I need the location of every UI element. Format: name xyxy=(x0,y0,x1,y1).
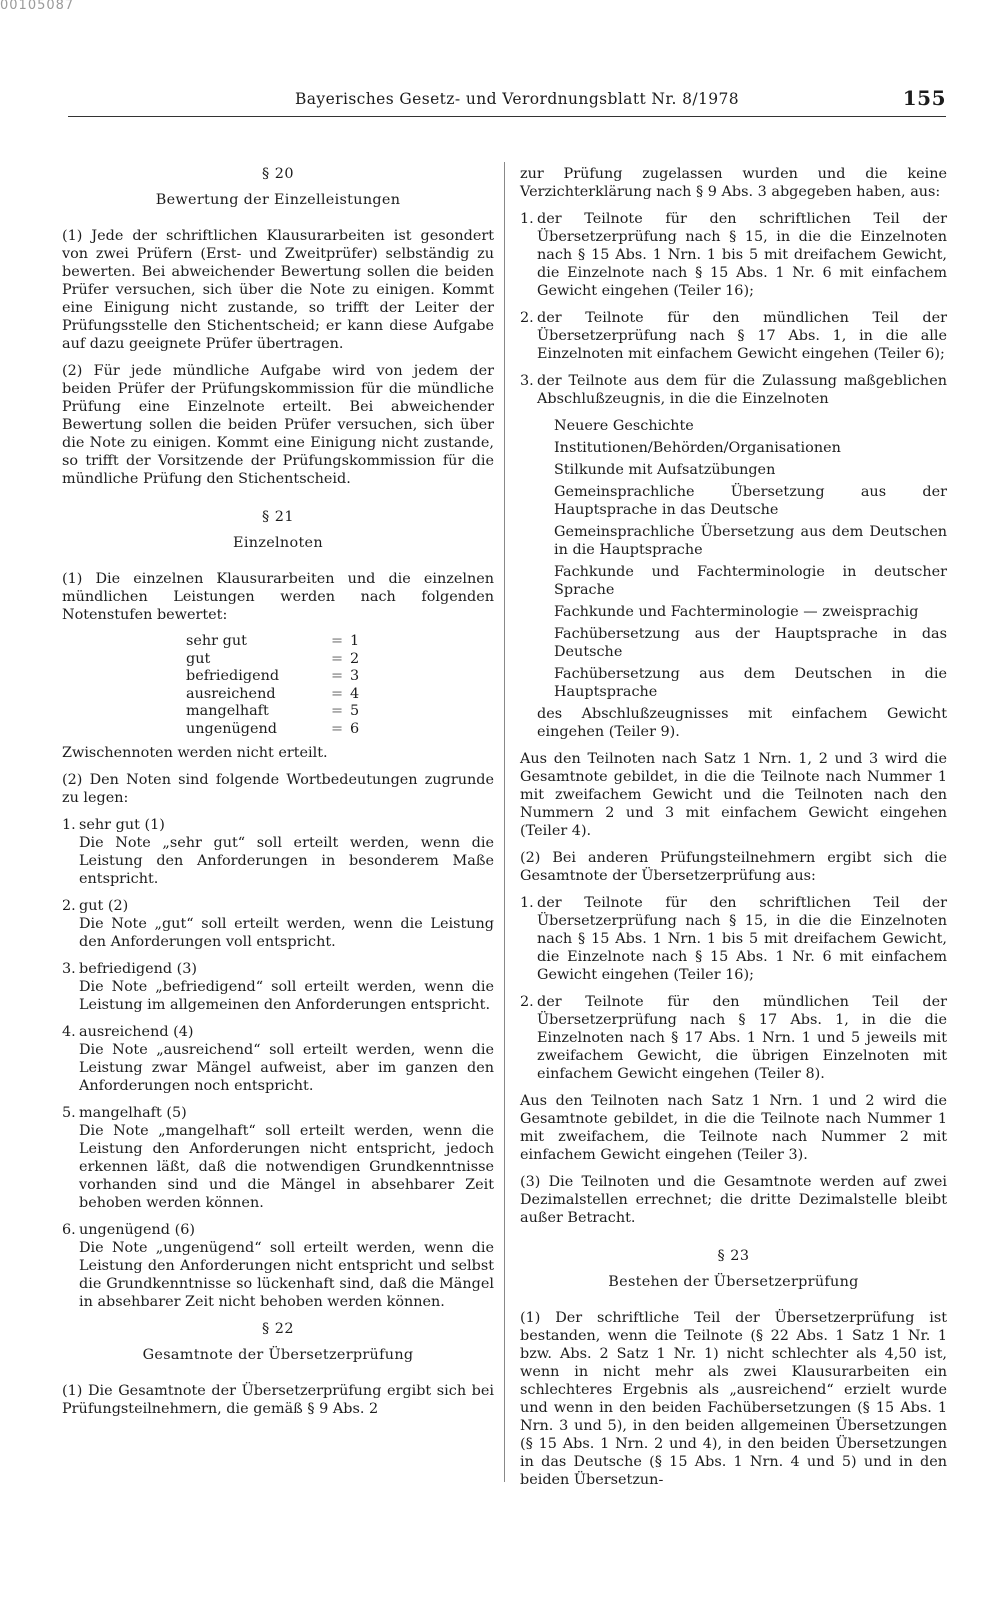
list-item-text: Die Note „befriedigend“ soll erteilt werden, wenn die Leistung im allgemeinen den Anforderungen entspricht. xyxy=(79,979,494,1013)
grade-scale-table xyxy=(186,633,359,738)
list-item xyxy=(520,210,947,300)
s23-paragraph-1: (1) Der schriftliche Teil der Übersetzerprüfung ist bestanden, wenn die Teilnote (§ 22 Abs. 1 Satz 1 Nr. 1 bzw. Abs. 2 Satz 1 Nr. 1) nicht schlechter als 4,50 ist, wenn in nicht mehr als zwei Klausurarbeiten ein schlechteres Ergebnis als „ausreichend“ erzielt wurde und wenn in den beiden Fachübersetzungen (§ 15 Abs. 1 Nrn. 3 und 5), in den beiden allgemeinen Übersetzungen (§ 15 Abs. 1 Nrn. 2 und 4), in den beiden Übersetzungen in das Deutsche (§ 15 Abs. 1 Nrn. 4 und 5) und in den beiden Übersetzun- xyxy=(520,1310,947,1488)
list-number: 2. xyxy=(520,310,534,326)
list-number: 4. xyxy=(62,1024,76,1040)
s21-interim-grades-note: Zwischennoten werden nicht erteilt. xyxy=(62,745,328,761)
subject-item: Institutionen/Behörden/Organisationen xyxy=(554,440,841,456)
subject-item: Fachübersetzung aus dem Deutschen in die Hauptsprache xyxy=(554,666,947,700)
archive-stamp: 00105087 xyxy=(0,0,75,9)
s22-paragraph-1-continued: zur Prüfung zugelassen wurden und die keine Verzichterklärung nach § 9 Abs. 3 abgegeben haben, aus: xyxy=(520,166,947,200)
list-number: 3. xyxy=(520,373,534,389)
s22-list-2 xyxy=(520,894,947,1083)
list-item-heading: ungenügend (6) xyxy=(79,1222,195,1238)
grade-value: 4 xyxy=(350,685,360,702)
list-item xyxy=(62,1104,494,1212)
grade-row xyxy=(186,703,359,721)
subject-item: Fachübersetzung aus der Hauptsprache in das Deutsche xyxy=(554,626,947,660)
list-item-text: Die Note „ausreichend“ soll erteilt werden, wenn die Leistung zwar Mängel aufweist, aber im ganzen den Anforderungen noch entspricht. xyxy=(79,1042,494,1094)
s22-list-1 xyxy=(520,210,947,408)
s22-paragraph-3: (3) Die Teilnoten und die Gesamtnote werden auf zwei Dezimalstellen errechnet; die dritte Dezimalstelle bleibt außer Betracht. xyxy=(520,1174,947,1226)
subject-list xyxy=(537,417,947,701)
gazette-title: Bayerisches Gesetz- und Verordnungsblatt Nr. 8/1978 xyxy=(295,90,740,108)
grade-word: sehr gut xyxy=(186,633,247,649)
list-number: 1. xyxy=(520,895,534,911)
s22-paragraph-1-start: (1) Die Gesamtnote der Übersetzerprüfung ergibt sich bei Prüfungsteilnehmern, die gemäß § 9 Abs. 2 xyxy=(62,1383,494,1417)
grade-row xyxy=(186,651,359,669)
list-item xyxy=(520,993,947,1083)
s20-paragraph-2: (2) Für jede mündliche Aufgabe wird von jedem der beiden Prüfer der Prüfungskommission für die mündliche Prüfung eine Einzelnote erteilt. Bei abweichender Bewertung sollen die beiden Prüfer versuchen, sich über die Note zu einigen. Kommt eine Einigung nicht zustande, so trifft der Vorsitzende der Prüfungskommission für die mündliche Prüfung den Stichentscheid. xyxy=(62,363,494,487)
list-item xyxy=(520,309,947,363)
equals-sign: = xyxy=(330,720,344,737)
list-item-text: der Teilnote für den mündlichen Teil der Übersetzerprüfung nach § 17 Abs. 1, in die alle Einzelnoten mit einfachem Gewicht eingehen (Teiler 6); xyxy=(537,310,947,362)
grade-meaning-list xyxy=(62,816,494,1311)
grade-row xyxy=(186,633,359,651)
grade-value: 6 xyxy=(350,720,360,737)
section-title-21: Einzelnoten xyxy=(233,535,323,551)
list-number: 3. xyxy=(62,961,76,977)
section-title-23: Bestehen der Übersetzerprüfung xyxy=(608,1274,859,1290)
list-item-text: Die Note „sehr gut“ soll erteilt werden, wenn die Leistung den Anforderungen in besonderem Maße entspricht. xyxy=(79,835,494,887)
list-number: 5. xyxy=(62,1105,76,1121)
list-item-heading: gut (2) xyxy=(79,898,129,914)
s21-paragraph-1: (1) Die einzelnen Klausurarbeiten und die einzelnen mündlichen Leistungen werden nach folgenden Notenstufen bewertet: xyxy=(62,571,494,623)
s22-summary-1: Aus den Teilnoten nach Satz 1 Nrn. 1, 2 und 3 wird die Gesamtnote gebildet, in die die Teilnote nach Nummer 1 mit zweifachem Gewicht und die Teilnoten nach den Nummern 2 und 3 mit einfachem Gewicht eingehen (Teiler 4). xyxy=(520,751,947,839)
s22-item-3-rest: des Abschlußzeugnisses mit einfachem Gewicht eingehen (Teiler 9). xyxy=(537,706,947,740)
grade-row xyxy=(186,686,359,704)
equals-sign: = xyxy=(330,703,344,719)
grade-value: 2 xyxy=(350,650,360,667)
list-item xyxy=(62,1221,494,1311)
list-item xyxy=(62,1023,494,1095)
equals-sign: = xyxy=(330,650,344,667)
grade-word: ungenügend xyxy=(186,720,278,737)
list-item-heading: ausreichend (4) xyxy=(79,1024,194,1040)
grade-value: 3 xyxy=(350,668,360,684)
list-item-text: der Teilnote aus dem für die Zulassung maßgeblichen Abschlußzeugnis, in die die Einzelnoten xyxy=(537,373,947,407)
section-title-20: Bewertung der Einzelleistungen xyxy=(155,192,401,208)
grade-word: ausreichend xyxy=(186,685,276,702)
page-number: 155 xyxy=(902,86,946,110)
subject-item: Neuere Geschichte xyxy=(554,418,694,434)
column-divider xyxy=(504,162,505,1482)
list-item-text: der Teilnote für den schriftlichen Teil der Übersetzerprüfung nach § 15, in die die Einzelnoten nach § 15 Abs. 1 Nrn. 1 bis 5 mit dreifachem Gewicht, die Einzelnote nach § 15 Abs. 1 Nr. 6 mit einfachem Gewicht eingehen (Teiler 16); xyxy=(537,895,947,983)
left-column xyxy=(62,165,494,1427)
list-number: 2. xyxy=(520,994,534,1010)
section-number-20: § 20 xyxy=(261,166,295,182)
list-item-text: Die Note „mangelhaft“ soll erteilt werden, wenn die Leistung den Anforderungen nicht entspricht, jedoch erkennen läßt, daß die notwendigen Grundkenntnisse vorhanden sind und die Mängel in absehbarer Zeit behoben werden können. xyxy=(79,1123,494,1211)
subject-item: Fachkunde und Fachterminologie — zweisprachig xyxy=(554,604,919,620)
list-item xyxy=(520,372,947,408)
list-item xyxy=(520,894,947,984)
right-column xyxy=(520,165,947,1498)
equals-sign: = xyxy=(330,668,344,684)
s21-paragraph-2: (2) Den Noten sind folgende Wortbedeutungen zugrunde zu legen: xyxy=(62,772,494,806)
list-item-text: Die Note „gut“ soll erteilt werden, wenn die Leistung den Anforderungen voll entspricht. xyxy=(79,916,494,950)
grade-row xyxy=(186,721,359,739)
grade-row xyxy=(186,668,359,686)
list-item-heading: mangelhaft (5) xyxy=(79,1105,187,1121)
grade-word: befriedigend xyxy=(186,668,280,684)
grade-word: mangelhaft xyxy=(186,703,269,719)
equals-sign: = xyxy=(330,633,344,649)
subject-item: Gemeinsprachliche Übersetzung aus der Hauptsprache in das Deutsche xyxy=(554,484,947,518)
list-number: 2. xyxy=(62,898,76,914)
s20-paragraph-1: (1) Jede der schriftlichen Klausurarbeiten ist gesondert von zwei Prüfern (Erst- und Zweitprüfer) selbständig zu bewerten. Bei abweichender Bewertung sollen die beiden Prüfer versuchen, sich über die Note zu einigen. Kommt eine Einigung nicht zustande, so trifft der Leiter der Prüfungsstelle den Stichentscheid; er kann diese Aufgabe auf dazu geeignete Prüfer übertragen. xyxy=(62,228,494,352)
page-header xyxy=(68,86,946,117)
list-item-text: der Teilnote für den mündlichen Teil der Übersetzerprüfung nach § 17 Abs. 1, in die die Einzelnoten nach § 17 Abs. 1 Nrn. 1 und 5 jeweils mit zweifachem Gewicht, die übrigen Einzelnoten mit einfachem Gewicht eingehen (Teiler 8). xyxy=(537,994,947,1082)
grade-value: 1 xyxy=(350,633,360,649)
grade-value: 5 xyxy=(350,703,360,719)
list-item xyxy=(62,960,494,1014)
subject-item: Stilkunde mit Aufsatzübungen xyxy=(554,462,776,478)
grade-word: gut xyxy=(186,650,211,667)
section-number-23: § 23 xyxy=(717,1248,750,1264)
section-number-21: § 21 xyxy=(261,509,295,525)
list-number: 1. xyxy=(520,211,534,227)
list-item xyxy=(62,816,494,888)
list-item-text: Die Note „ungenügend“ soll erteilt werden, wenn die Leistung den Anforderungen nicht entspricht und selbst die Grundkenntnisse so lückenhaft sind, daß die Mängel in absehbarer Zeit nicht behoben werden können. xyxy=(79,1240,494,1310)
list-number: 1. xyxy=(62,817,76,833)
list-item-heading: befriedigend (3) xyxy=(79,961,198,977)
equals-sign: = xyxy=(330,685,344,702)
list-item-heading: sehr gut (1) xyxy=(79,817,165,833)
list-item xyxy=(62,897,494,951)
list-item-text: der Teilnote für den schriftlichen Teil der Übersetzerprüfung nach § 15, in die die Einzelnoten nach § 15 Abs. 1 Nrn. 1 bis 5 mit dreifachem Gewicht, die Einzelnote nach § 15 Abs. 1 Nr. 6 mit einfachem Gewicht eingehen (Teiler 16); xyxy=(537,211,947,299)
s22-summary-2: Aus den Teilnoten nach Satz 1 Nrn. 1 und 2 wird die Gesamtnote gebildet, in die die Teilnote nach Nummer 1 mit zweifachem, die Teilnote nach Nummer 2 mit einfachem Gewicht eingehen (Teiler 3). xyxy=(520,1093,947,1163)
section-title-22: Gesamtnote der Übersetzerprüfung xyxy=(142,1347,414,1363)
list-number: 6. xyxy=(62,1222,76,1238)
section-number-22: § 22 xyxy=(261,1321,295,1337)
s22-paragraph-2: (2) Bei anderen Prüfungsteilnehmern ergibt sich die Gesamtnote der Übersetzerprüfung aus: xyxy=(520,850,947,884)
subject-item: Gemeinsprachliche Übersetzung aus dem Deutschen in die Hauptsprache xyxy=(554,524,947,558)
subject-item: Fachkunde und Fachterminologie in deutscher Sprache xyxy=(554,564,947,598)
